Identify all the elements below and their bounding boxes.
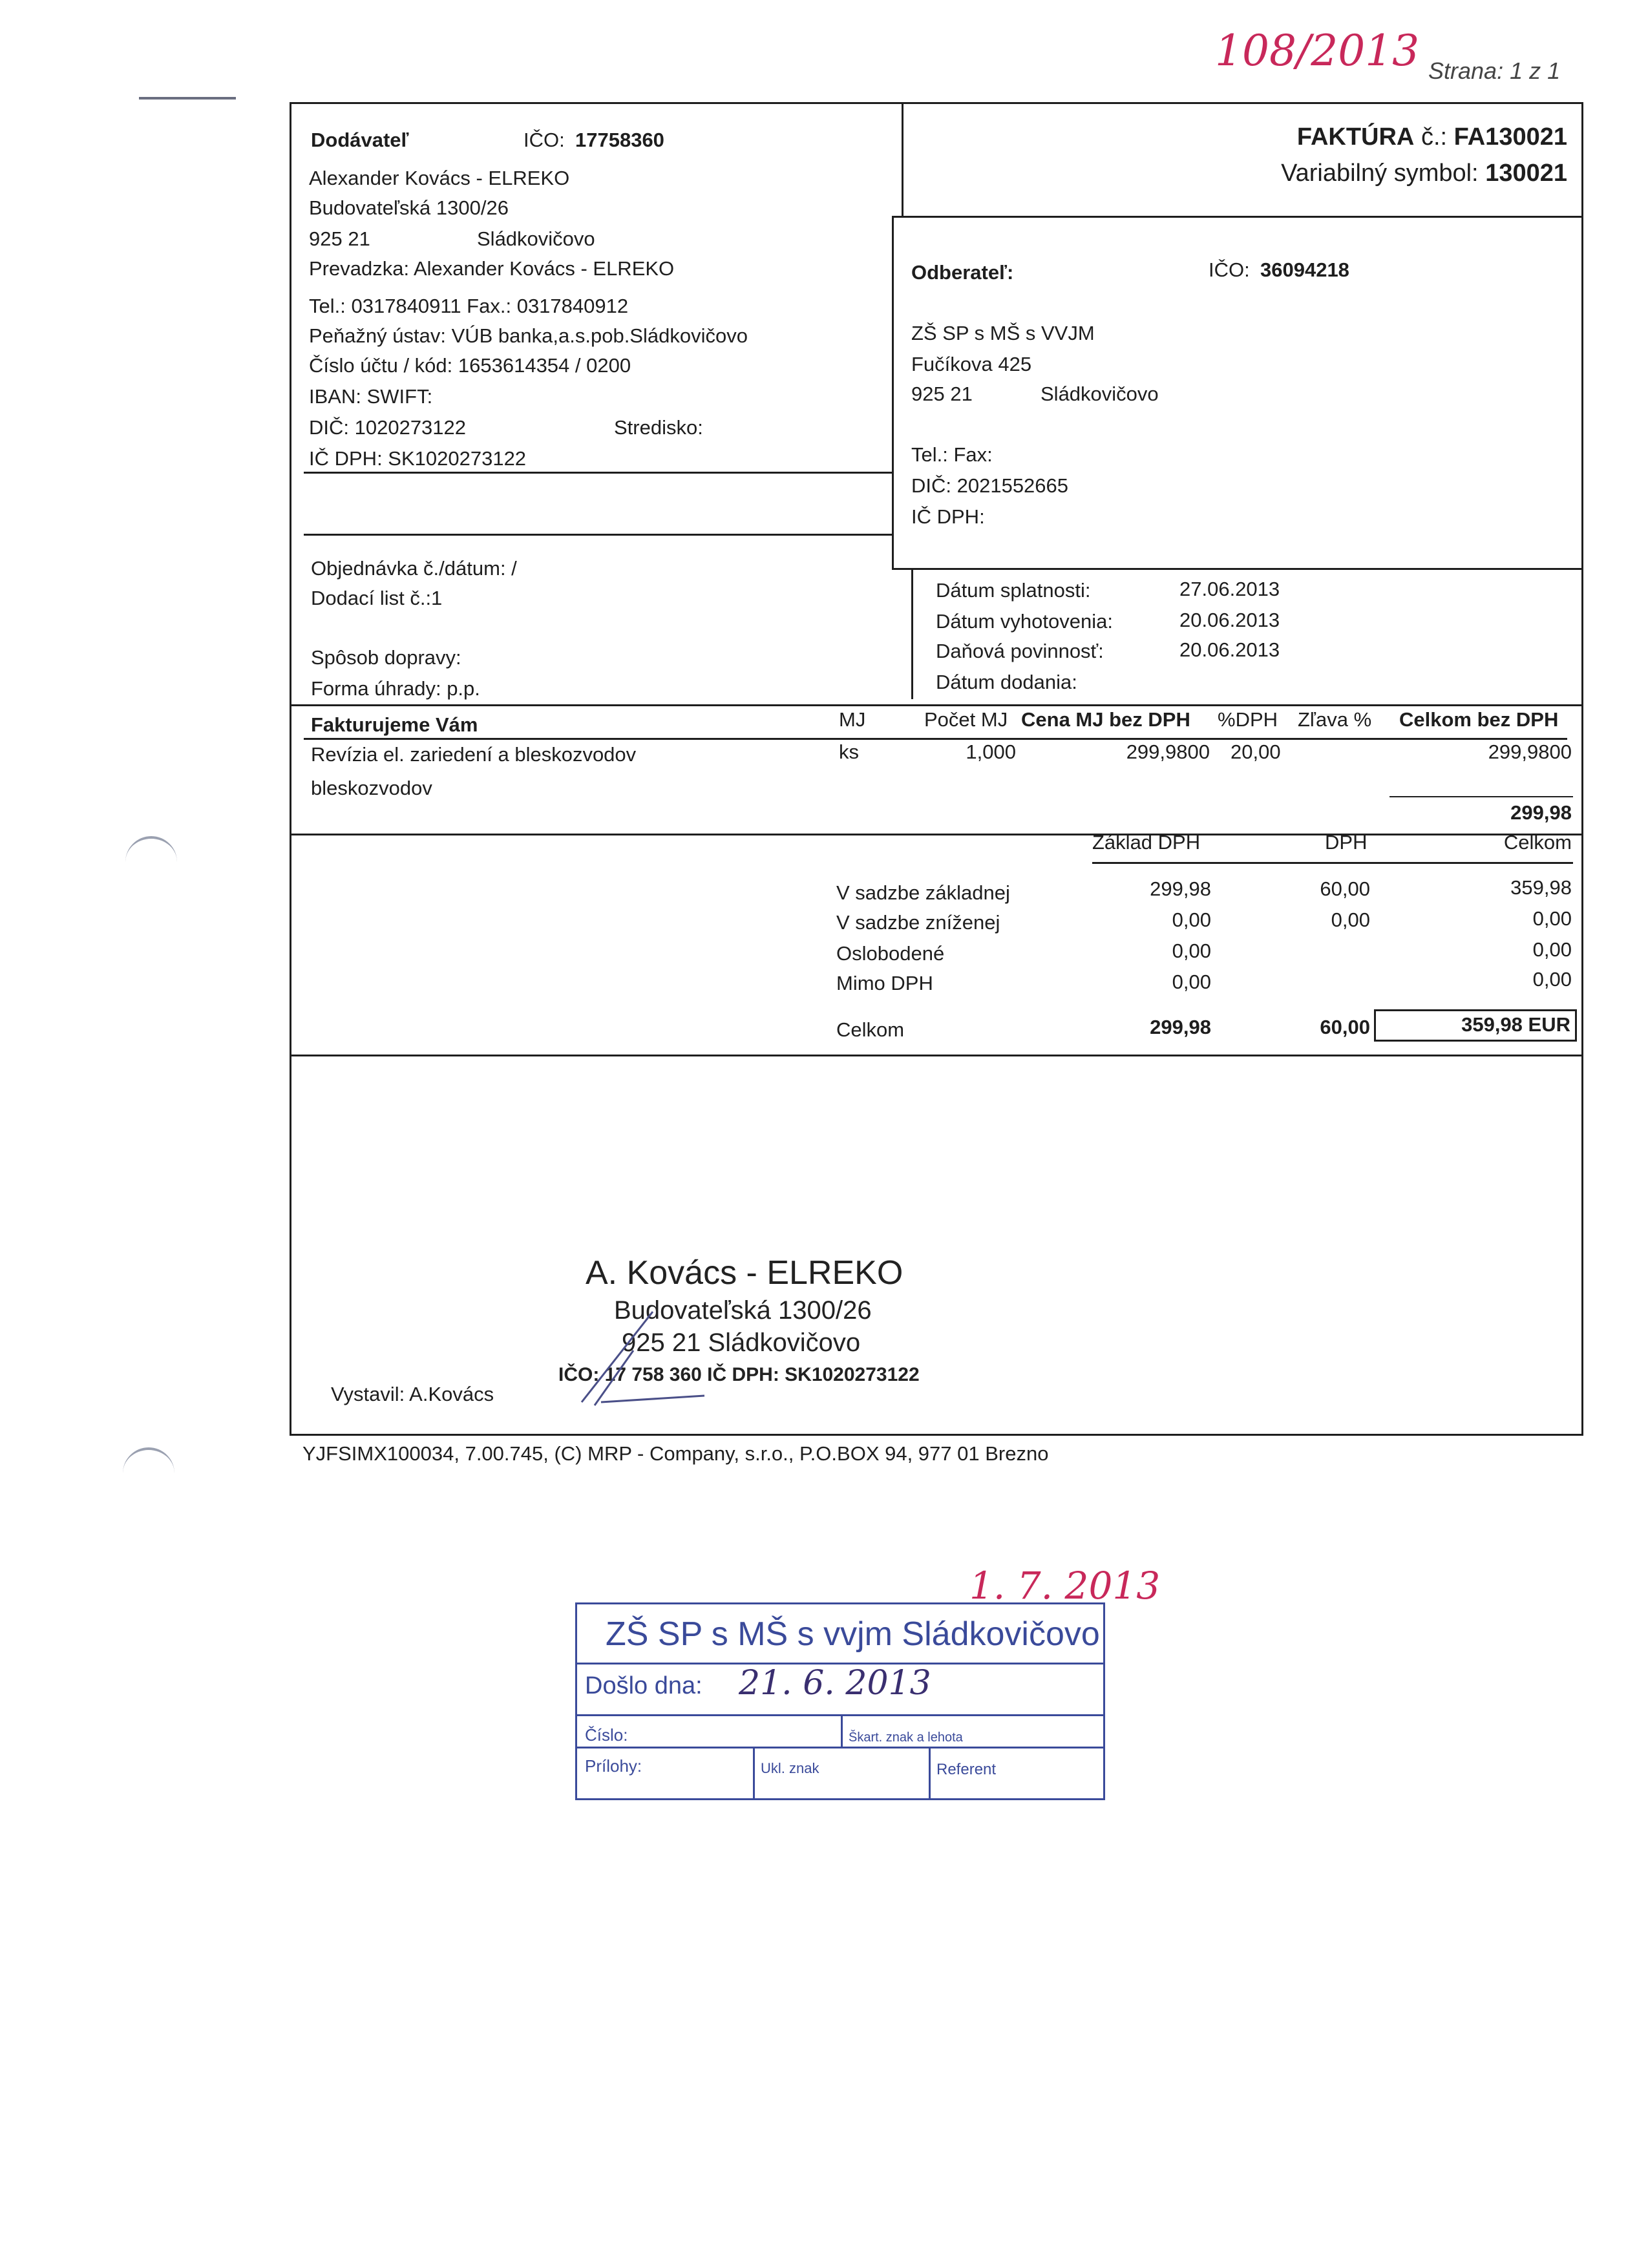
divider bbox=[577, 1714, 1103, 1716]
invoice-title-label: FAKTÚRA bbox=[1296, 123, 1415, 151]
supplier-branch: Prevadzka: Alexander Kovács - ELREKO bbox=[309, 257, 675, 280]
payment-method: Forma úhrady: p.p. bbox=[311, 677, 480, 700]
item-vat: 20,00 bbox=[1231, 740, 1281, 763]
invoice-number: FA130021 bbox=[1453, 123, 1567, 151]
customer-zip: 925 21 bbox=[911, 383, 973, 405]
vat-row-total: 0,00 bbox=[1532, 968, 1572, 991]
margin-mark bbox=[139, 97, 236, 100]
date-value-due: 27.06.2013 bbox=[1179, 578, 1280, 600]
items-header-unit: MJ bbox=[839, 708, 866, 731]
customer-heading: Odberateľ: bbox=[911, 261, 1014, 284]
items-subtotal: 299,98 bbox=[1510, 801, 1572, 824]
divider bbox=[929, 1747, 931, 1798]
item-desc-continued: bleskozvodov bbox=[311, 777, 432, 799]
divider bbox=[304, 472, 892, 474]
items-header-qty: Počet MJ bbox=[924, 708, 1008, 731]
divider bbox=[1092, 862, 1573, 864]
stamp-street: Budovateľská 1300/26 bbox=[614, 1296, 872, 1325]
divider bbox=[290, 834, 1583, 835]
software-footer: YJFSIMX100034, 7.00.745, (C) MRP - Company, s.r.o., P.O.BOX 94, 977 01 Brezno bbox=[302, 1442, 1049, 1465]
delivery-note: Dodací list č.:1 bbox=[311, 587, 443, 609]
signature bbox=[556, 1292, 737, 1409]
date-label-issued: Dátum vyhotovenia: bbox=[936, 610, 1113, 633]
vat-row-base: 0,00 bbox=[1172, 908, 1211, 931]
vat-grand-total: 359,98 EUR bbox=[1461, 1013, 1570, 1036]
shred-label: Škart. znak a lehota bbox=[849, 1730, 963, 1745]
vat-grand-vat: 60,00 bbox=[1320, 1016, 1370, 1038]
vat-row-label: V sadzbe základnej bbox=[836, 881, 1010, 904]
invoice-no-label: č.: bbox=[1421, 123, 1448, 151]
customer-name: ZŠ SP s MŠ s VVJM bbox=[911, 322, 1095, 344]
items-header-total: Celkom bez DPH bbox=[1399, 708, 1559, 731]
supplier-phone-fax: Tel.: 0317840911 Fax.: 0317840912 bbox=[309, 295, 629, 317]
supplier-account: Číslo účtu / kód: 1653614354 / 0200 bbox=[309, 354, 631, 377]
vat-row-total: 359,98 bbox=[1510, 876, 1572, 899]
date-label-due: Dátum splatnosti: bbox=[936, 579, 1091, 602]
supplier-name: Alexander Kovács - ELREKO bbox=[309, 167, 570, 189]
vat-row-label: Oslobodené bbox=[836, 942, 945, 965]
supplier-dic: DIČ: 1020273122 bbox=[309, 416, 467, 439]
variable-symbol-value: 130021 bbox=[1485, 160, 1567, 187]
divider bbox=[1389, 796, 1573, 797]
customer-ic-dph: IČ DPH: bbox=[911, 505, 985, 528]
items-header-vat: %DPH bbox=[1218, 708, 1278, 731]
variable-symbol-label: Variabilný symbol: bbox=[1281, 160, 1479, 187]
supplier-bank: Peňažný ústav: VÚB banka,a.s.pob.Sládkovičovo bbox=[309, 324, 748, 347]
supplier-city: Sládkovičovo bbox=[477, 227, 595, 250]
referent-label: Referent bbox=[936, 1761, 997, 1778]
received-stamp-title: ZŠ SP s MŠ s vvjm Sládkovičovo bbox=[606, 1615, 1100, 1653]
supplier-ico-label: IČO: bbox=[523, 129, 565, 151]
date-label-tax: Daňová povinnosť: bbox=[936, 640, 1104, 662]
vat-row-base: 0,00 bbox=[1172, 940, 1211, 962]
received-stamp bbox=[575, 1602, 1105, 1800]
handwritten-reference: 108/2013 bbox=[1215, 26, 1420, 76]
supplier-heading: Dodávateľ bbox=[311, 129, 409, 151]
number-label: Číslo: bbox=[585, 1725, 628, 1745]
vat-row-total: 0,00 bbox=[1532, 907, 1572, 930]
punch-hole bbox=[123, 1447, 174, 1473]
vat-row-base: 0,00 bbox=[1172, 971, 1211, 993]
company-stamp bbox=[543, 1254, 944, 1409]
received-label: Došlo dna: bbox=[585, 1672, 703, 1699]
vat-header-base: Základ DPH bbox=[1092, 831, 1201, 854]
stamp-company-name: A. Kovács - ELREKO bbox=[586, 1254, 903, 1292]
handwritten-date: 1. 7. 2013 bbox=[969, 1564, 1161, 1608]
vat-grand-base: 299,98 bbox=[1150, 1016, 1211, 1038]
divider bbox=[911, 570, 913, 699]
vat-grand-label: Celkom bbox=[836, 1018, 905, 1041]
stamp-ids: IČO: 17 758 360 IČ DPH: SK1020273122 bbox=[558, 1364, 920, 1385]
date-value-issued: 20.06.2013 bbox=[1179, 609, 1280, 631]
divider bbox=[902, 102, 903, 217]
invoice-title bbox=[1297, 123, 1567, 151]
supplier-ic-dph: IČ DPH: SK1020273122 bbox=[309, 447, 527, 470]
divider bbox=[304, 738, 1567, 740]
supplier-iban: IBAN: SWIFT: bbox=[309, 385, 433, 408]
supplier-zip: 925 21 bbox=[309, 227, 370, 250]
item-qty: 1,000 bbox=[966, 740, 1016, 763]
items-header-desc: Fakturujeme Vám bbox=[311, 713, 478, 736]
items-header-price: Cena MJ bez DPH bbox=[1021, 708, 1190, 731]
vat-row-vat: 60,00 bbox=[1320, 877, 1370, 900]
items-header-discount: Zľava % bbox=[1298, 708, 1372, 731]
customer-dic: DIČ: 2021552665 bbox=[911, 474, 1069, 497]
vat-row-label: Mimo DPH bbox=[836, 972, 933, 994]
item-unit: ks bbox=[839, 740, 859, 763]
customer-ico: 36094218 bbox=[1260, 258, 1349, 281]
item-total: 299,9800 bbox=[1488, 740, 1572, 763]
customer-ico-label: IČO: bbox=[1209, 258, 1250, 281]
transport-method: Spôsob dopravy: bbox=[311, 646, 461, 669]
divider bbox=[841, 1714, 843, 1747]
divider bbox=[304, 534, 892, 536]
vat-row-total: 0,00 bbox=[1532, 938, 1572, 961]
vat-row-label: V sadzbe zníženej bbox=[836, 911, 1000, 934]
supplier-street: Budovateľská 1300/26 bbox=[309, 196, 509, 219]
page-number: Strana: 1 z 1 bbox=[1428, 58, 1561, 84]
vat-header-total: Celkom bbox=[1503, 831, 1572, 854]
issued-by: Vystavil: A.Kovács bbox=[331, 1383, 494, 1405]
vat-header-vat: DPH bbox=[1325, 831, 1368, 854]
received-date: 21. 6. 2013 bbox=[739, 1664, 931, 1703]
date-label-delivery: Dátum dodania: bbox=[936, 671, 1077, 693]
variable-symbol bbox=[1281, 159, 1567, 187]
vat-row-vat: 0,00 bbox=[1331, 908, 1370, 931]
item-price: 299,9800 bbox=[1126, 740, 1210, 763]
divider bbox=[753, 1747, 755, 1798]
stamp-city: 925 21 Sládkovičovo bbox=[622, 1328, 861, 1357]
divider bbox=[577, 1747, 1103, 1748]
customer-phone-fax: Tel.: Fax: bbox=[911, 443, 993, 466]
uki-label: Ukl. znak bbox=[761, 1760, 819, 1776]
divider bbox=[902, 216, 1583, 218]
supplier-center: Stredisko: bbox=[614, 416, 703, 439]
vat-row-base: 299,98 bbox=[1150, 877, 1211, 900]
order-line: Objednávka č./dátum: / bbox=[311, 557, 517, 580]
supplier-ico: 17758360 bbox=[575, 129, 664, 151]
customer-city: Sládkovičovo bbox=[1041, 383, 1159, 405]
divider bbox=[290, 704, 1583, 706]
divider bbox=[290, 1055, 1583, 1056]
customer-street: Fučíkova 425 bbox=[911, 353, 1032, 375]
item-desc: Revízia el. zariedení a bleskozvodov bbox=[311, 743, 637, 766]
date-value-tax: 20.06.2013 bbox=[1179, 638, 1280, 661]
punch-hole bbox=[125, 836, 177, 862]
attachments-label: Prílohy: bbox=[585, 1756, 642, 1776]
